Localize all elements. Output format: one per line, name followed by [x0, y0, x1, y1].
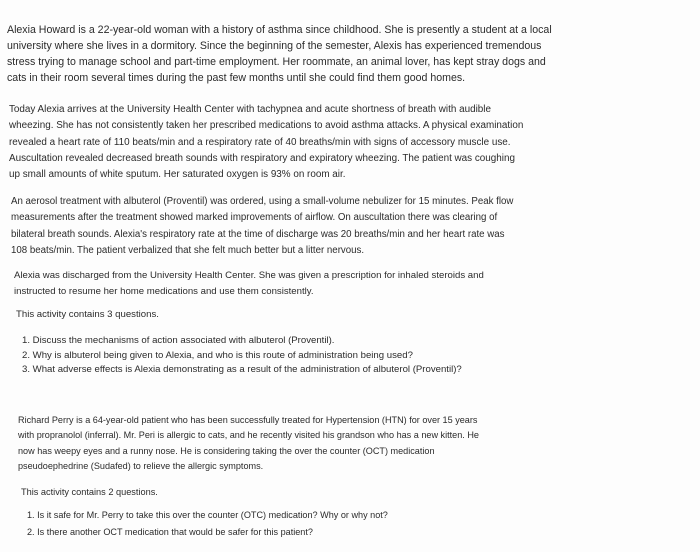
text-line: with propranolol (inferral). Mr. Peri is allergic to cats, and he recently visited his grandson who has a new kitten. He: [18, 430, 479, 441]
text-line: An aerosol treatment with albuterol (Proventil) was ordered, using a small-volume nebulizer for 15 minutes. Peak flow: [11, 196, 514, 207]
case1-paragraph-2: [9, 102, 523, 183]
text-line: cats in their room several times during the past few months until she could find them good homes.: [7, 72, 466, 84]
text-line: Alexia was discharged from the University Health Center. She was given a prescription for inhaled steroids and: [14, 270, 484, 281]
text-line: Richard Perry is a 64-year-old patient who has been successfully treated for Hypertension (HTN) for over 15 years: [18, 415, 478, 425]
case1-activity-note: This activity contains 3 questions.: [16, 309, 159, 320]
text-line: up small amounts of white sputum. Her saturated oxygen is 93% on room air.: [9, 169, 346, 181]
text-line: university where she lives in a dormitory. Since the beginning of the semester, Alexis has experienced tremendous: [7, 40, 542, 52]
case2-paragraph-1: [18, 413, 479, 475]
text-line: Today Alexia arrives at the University Health Center with tachypnea and acute shortness of breath with audible: [9, 104, 491, 115]
text-line: stress trying to manage school and part-time employment. Her roommate, an animal lover, has kept stray dogs and: [7, 56, 546, 68]
case2-activity-note: This activity contains 2 questions.: [21, 487, 158, 497]
question-item: 2. Is there another OCT medication that would be safer for this patient?: [27, 527, 313, 537]
text-line: wheezing. She has not consistently taken her prescribed medications to avoid asthma attacks. A physical examination: [9, 120, 524, 132]
text-line: bilateral breath sounds. Alexia's respiratory rate at the time of discharge was 20 breaths/min and her heart rate was: [11, 228, 505, 240]
case1-question-list: [22, 334, 462, 378]
text-line: measurements after the treatment showed marked improvements of airflow. On auscultation there was clearing of: [11, 212, 498, 224]
text-line: revealed a heart rate of 110 beats/min and a respiratory rate of 40 breaths/min with signs of accessory muscle use.: [9, 136, 511, 148]
question-item: 1. Discuss the mechanisms of action associated with albuterol (Proventil).: [22, 335, 335, 346]
question-item: 2. Why is albuterol being given to Alexia, and who is this route of administration being used?: [22, 349, 413, 361]
text-line: pseudoephedrine (Sudafed) to relieve the allergic symptoms.: [18, 461, 264, 472]
text-line: 108 beats/min. The patient verbalized that she felt much better but a litter nervous.: [11, 244, 365, 256]
case1-paragraph-1: [7, 22, 552, 86]
case1-paragraph-4: [14, 268, 484, 301]
text-line: Alexia Howard is a 22-year-old woman with a history of asthma since childhood. She is presently a student at a local: [7, 24, 552, 36]
text-line: Auscultation revealed decreased breath sounds with respiratory and expiratory wheezing. The patient was coughing: [9, 152, 515, 164]
case1-paragraph-3: [11, 194, 513, 259]
question-item: 3. What adverse effects is Alexia demonstrating as a result of the administration of albuterol (Proventil)?: [22, 364, 462, 375]
text-line: instructed to resume her home medications and use them consistently.: [14, 286, 314, 298]
question-item: 1. Is it safe for Mr. Perry to take this over the counter (OTC) medication? Why or why not?: [27, 510, 388, 520]
case2-question-list: [27, 507, 388, 541]
text-line: now has weepy eyes and a runny nose. He is considering taking the over the counter (OCT) medication: [18, 445, 435, 456]
